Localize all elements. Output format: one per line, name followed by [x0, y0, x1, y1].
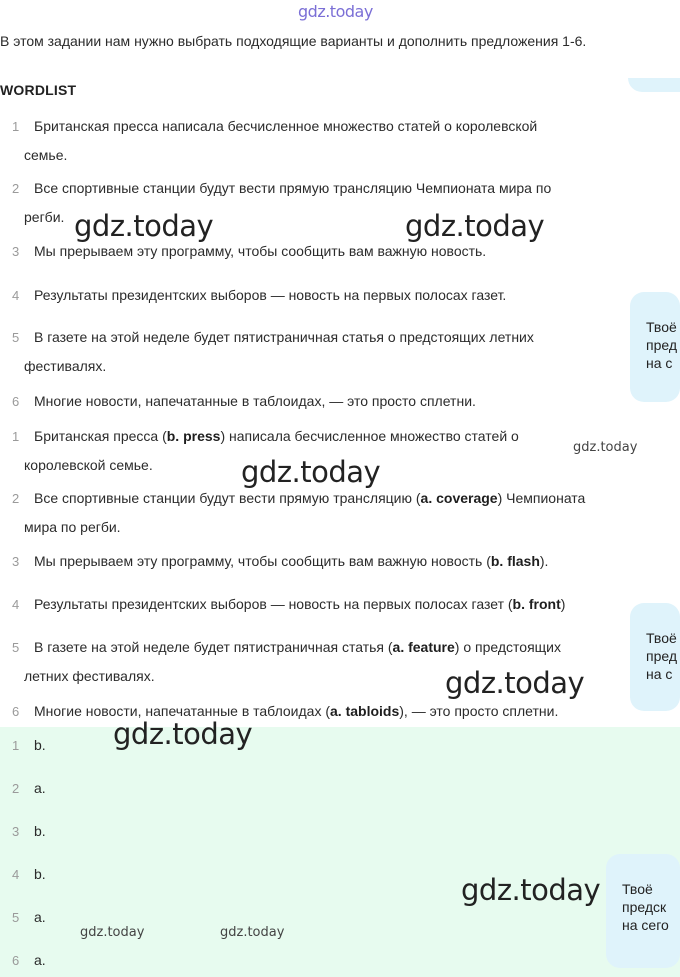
answer-number: 5	[12, 910, 20, 925]
answer-row	[10, 903, 46, 932]
item-text: ) написала бесчисленное множество статей о	[220, 428, 519, 444]
item-number: 4	[12, 597, 20, 612]
promo-text: Твоё	[646, 630, 677, 646]
item-text: Мы прерываем эту программу, чтобы сообщить вам важную новость.	[34, 243, 487, 259]
item-text-continued: летних фестивалях.	[24, 668, 155, 684]
item-text: ), — это просто сплетни.	[399, 703, 559, 719]
promo-text: Твоё	[622, 881, 653, 897]
item-number: 1	[12, 119, 20, 134]
answer-number: 6	[12, 953, 20, 968]
promo-text: на с	[646, 666, 673, 682]
question-item	[10, 387, 670, 416]
answer-highlight: b. front	[512, 596, 561, 612]
item-number: 4	[12, 288, 20, 303]
promo-text: пред	[646, 648, 678, 664]
promo-text: пред	[646, 337, 678, 353]
watermark-small: gdz.today	[573, 440, 638, 455]
item-number: 5	[12, 330, 20, 345]
answer-highlight: b. flash	[490, 553, 540, 569]
answer-number: 1	[12, 738, 20, 753]
item-text: Многие новости, напечатанные в таблоидах, — это просто сплетни.	[34, 393, 476, 409]
answer-value: a.	[34, 952, 46, 968]
item-text: )	[560, 596, 566, 612]
watermark: gdz.today	[405, 209, 545, 243]
answer-row	[10, 774, 46, 803]
filled-item	[10, 697, 670, 726]
answer-value: b.	[34, 737, 46, 753]
item-number: 3	[12, 244, 20, 259]
answer-value: a.	[34, 909, 46, 925]
item-text: Мы прерываем эту программу, чтобы сообщить вам важную новость (	[34, 553, 491, 569]
item-text-continued: семье.	[24, 147, 68, 163]
answer-highlight: a. coverage	[420, 490, 498, 506]
filled-item	[10, 547, 670, 576]
item-text: Результаты президентских выборов — новость на первых полосах газет (	[34, 596, 513, 612]
answer-value: a.	[34, 780, 46, 796]
question-item	[10, 281, 670, 310]
item-text: Все спортивные станции будут вести прямую трансляцию Чемпионата мира по	[34, 180, 552, 196]
question-item	[10, 323, 670, 380]
answer-row	[10, 946, 46, 975]
item-text-continued: королевской семье.	[24, 457, 153, 473]
watermark: gdz.today	[74, 209, 214, 243]
item-text: Многие новости, напечатанные в таблоидах (	[34, 703, 331, 719]
answer-row	[10, 731, 46, 760]
item-text-continued: регби.	[24, 209, 65, 225]
item-text: Все спортивные станции будут вести прямую трансляцию (	[34, 490, 421, 506]
promo-bubble[interactable]	[630, 603, 680, 711]
item-number: 2	[12, 491, 20, 506]
answer-number: 2	[12, 781, 20, 796]
watermark-small: gdz.today	[80, 925, 145, 940]
item-number: 5	[12, 640, 20, 655]
promo-text: предск	[622, 899, 667, 915]
item-text: В газете на этой неделе будет пятистраничная статья (	[34, 639, 393, 655]
watermark: gdz.today	[461, 873, 601, 907]
item-text: Результаты президентских выборов — новость на первых полосах газет.	[34, 287, 507, 303]
answer-number: 4	[12, 867, 20, 882]
task-intro: В этом задании нам нужно выбрать подходящие варианты и дополнить предложения 1-6.	[0, 33, 587, 49]
answer-highlight: a. tabloids	[330, 703, 400, 719]
wordlist-label: WORDLIST	[0, 82, 77, 98]
item-text: В газете на этой неделе будет пятистраничная статья о предстоящих летних	[34, 329, 534, 345]
item-text: ) Чемпионата	[497, 490, 586, 506]
filled-item	[10, 484, 670, 541]
item-text-continued: мира по регби.	[24, 519, 121, 535]
promo-text: на сего	[622, 917, 669, 933]
item-text: Британская пресса (	[34, 428, 167, 444]
answer-highlight: a. feature	[392, 639, 455, 655]
watermark: gdz.today	[241, 455, 381, 489]
item-text: Британская пресса написала бесчисленное множество статей о королевской	[34, 118, 538, 134]
promo-text: Твоё	[646, 319, 677, 335]
answer-row	[10, 817, 46, 846]
item-number: 1	[12, 429, 20, 444]
answer-highlight: b. press	[166, 428, 221, 444]
watermark: gdz.today	[445, 666, 585, 700]
watermark-small: gdz.today	[220, 925, 285, 940]
answer-row	[10, 860, 46, 889]
watermark: gdz.today	[113, 717, 253, 751]
item-number: 6	[12, 704, 20, 719]
filled-item	[10, 590, 670, 619]
promo-bubble[interactable]	[630, 292, 680, 402]
promo-bubble[interactable]	[606, 854, 680, 968]
item-text: ).	[539, 553, 549, 569]
item-text-continued: фестивалях.	[24, 358, 107, 374]
top-watermark: gdz.today	[298, 2, 373, 21]
answer-value: b.	[34, 866, 46, 882]
promo-text: на с	[646, 355, 673, 371]
item-number: 2	[12, 181, 20, 196]
answer-value: b.	[34, 823, 46, 839]
promo-bubble[interactable]	[628, 78, 680, 92]
item-text: ) о предстоящих	[454, 639, 561, 655]
item-number: 6	[12, 394, 20, 409]
question-item	[10, 112, 670, 169]
item-number: 3	[12, 554, 20, 569]
answer-number: 3	[12, 824, 20, 839]
